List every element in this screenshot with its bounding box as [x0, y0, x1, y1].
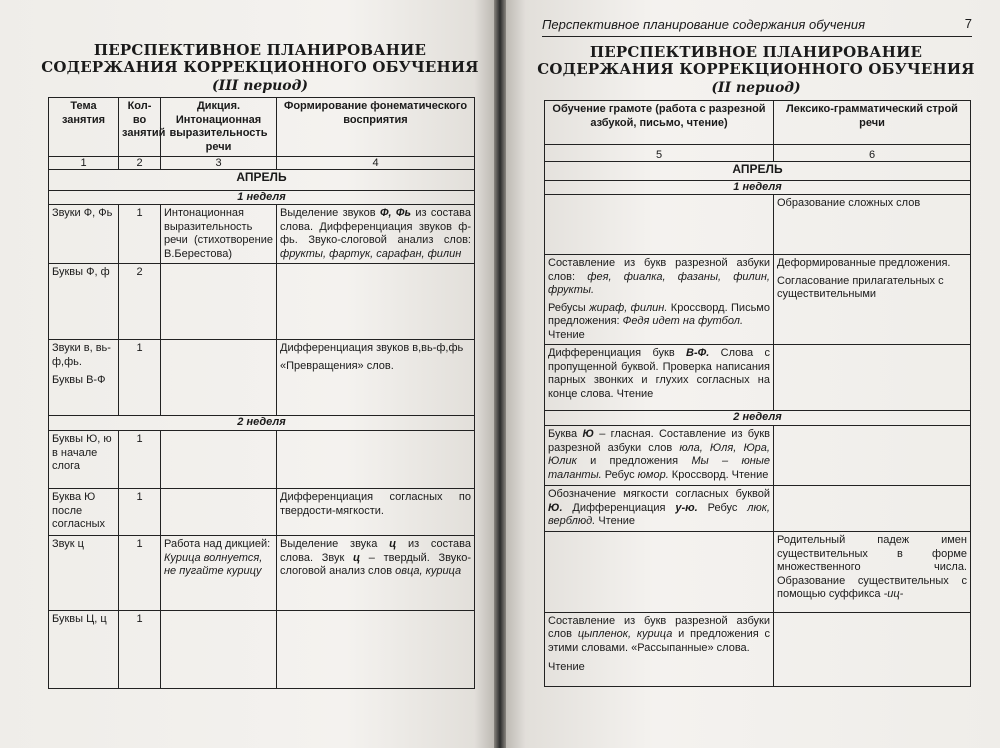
right-title-line1: ПЕРСПЕКТИВНОЕ ПЛАНИРОВАНИЕ [589, 43, 923, 61]
diction-cell [161, 264, 277, 340]
literacy-cell [545, 612, 774, 686]
lexical-cell [774, 426, 971, 486]
count-cell: 1 [119, 536, 161, 611]
phonemic-cell [277, 264, 475, 340]
table-row [545, 532, 971, 613]
topic-cell: Буква Ю после согласных [49, 489, 119, 536]
table-row [545, 486, 971, 532]
text-emph: Ю [582, 428, 594, 440]
topic-line: Буквы В-Ф [52, 374, 106, 386]
text: Работа над дикцией: [164, 538, 271, 550]
literacy-cell [545, 345, 774, 411]
text: Ребус [601, 468, 638, 481]
topic-cell: Звук ц [49, 536, 119, 611]
month-row [545, 162, 971, 181]
literacy-cell [545, 532, 774, 613]
week-row [49, 191, 475, 205]
column-number-row [49, 157, 475, 170]
topic-cell: Буквы Ю, ю в начале слога [49, 431, 119, 489]
literacy-cell [545, 426, 774, 486]
text: Составление из букв разрезной азбуки слов: [548, 257, 770, 283]
diction-cell [161, 431, 277, 489]
diction-cell [161, 536, 277, 611]
text: из состава слова. Дифференциация звуков ф-фь. Звуко-слоговой анализ слов: [280, 207, 471, 246]
right-title [536, 44, 976, 78]
text: Дифференциация звуков в,вь-ф,фь [280, 342, 464, 354]
text: Буква [548, 428, 583, 440]
text-emph: Мы – юные таланты. [548, 455, 770, 481]
text: «Превращения» слов. [280, 359, 394, 372]
text: Согласование прилагательных с существительными [777, 274, 944, 300]
column-number-row [545, 145, 971, 162]
table-row [49, 489, 475, 536]
text-emph: ц [389, 538, 397, 550]
text-emph: фея, фиалка, фазаны, филин, фрукты. [548, 270, 770, 296]
col-header-lexical: Лексико-грамматический строй речи [774, 101, 971, 145]
text: – гласная. Составление из букв разрезной азбуки слов [548, 428, 771, 454]
text-emph: жираф, филин. [589, 301, 668, 314]
lexical-cell [774, 612, 971, 686]
text-emph: юла, Юля, Юра, Юлик [548, 441, 770, 467]
text: и предложения с этими словами. «Рассыпанные» слова. [548, 628, 770, 654]
diction-cell: Интонационная выразительность речи (стихотворение В.Берестова) [161, 205, 277, 264]
count-cell: 1 [119, 340, 161, 416]
text-emph: -иц- [883, 588, 904, 600]
col-header-diction: Дикция. Интонационная выразительность речи [161, 98, 277, 157]
topic-cell [49, 340, 119, 416]
col-number: 6 [774, 145, 971, 162]
running-head-text: Перспективное планирование содержания обучения [542, 17, 866, 32]
text-emph: цыпленок, курица [577, 628, 673, 640]
text: Чтение [595, 515, 636, 527]
topic-cell: Звуки Ф, Фь [49, 205, 119, 264]
count-cell: 1 [119, 205, 161, 264]
phonemic-cell [277, 205, 475, 264]
lexical-cell [774, 255, 971, 345]
text: Чтение [548, 661, 585, 673]
left-title-line2: СОДЕРЖАНИЯ КОРРЕКЦИОННОГО ОБУЧЕНИЯ [41, 58, 479, 76]
lexical-cell [774, 486, 971, 532]
col-header-topic: Тема занятия [49, 98, 119, 157]
table-row [545, 345, 971, 411]
count-cell: 1 [119, 611, 161, 689]
col-number: 1 [49, 157, 119, 170]
text-emph: у-ю. [675, 501, 698, 514]
diction-cell [161, 611, 277, 689]
text-emph: Федя идет на футбол. [622, 315, 743, 327]
phonemic-cell [277, 340, 475, 416]
left-plan-table [48, 97, 475, 689]
table-row [545, 426, 971, 486]
page-number: 7 [964, 16, 972, 31]
topic-cell: Буквы Ц, ц [49, 611, 119, 689]
table-row [49, 431, 475, 489]
month-label: АПРЕЛЬ [49, 170, 475, 191]
topic-line: Звуки в, вь-ф,фь. [52, 342, 111, 368]
col-header-phonemic: Формирование фонематического восприятия [277, 98, 475, 157]
topic-cell: Буквы Ф, ф [49, 264, 119, 340]
month-label: АПРЕЛЬ [545, 162, 971, 181]
count-cell: 2 [119, 264, 161, 340]
week-label: 1 неделя [545, 181, 971, 195]
left-page [0, 0, 494, 748]
text: Кроссворд. Чтение [668, 468, 769, 481]
lexical-cell: Образование сложных слов [774, 195, 971, 255]
phonemic-cell [277, 611, 475, 689]
col-number: 2 [119, 157, 161, 170]
text-emph: люк, верблюд. [548, 501, 770, 527]
text-emph: овца, курица [395, 565, 462, 577]
table-row [49, 340, 475, 416]
text: Выделение звуков [280, 207, 380, 219]
lexical-cell [774, 532, 971, 613]
week-row [545, 411, 971, 426]
text-emph: Ю. [548, 501, 563, 514]
text: Чтение [548, 328, 585, 341]
text: Ребусы [548, 301, 590, 314]
week-row [49, 416, 475, 431]
text: Дифференциация [562, 501, 676, 514]
right-period: (II период) [711, 80, 801, 96]
phonemic-cell [277, 536, 475, 611]
col-header-literacy: Обучение грамоте (работа с разрезной азбукой, письмо, чтение) [545, 101, 774, 145]
text: из состава слова. Звук [280, 538, 471, 564]
text: Обозначение мягкости согласных буквой [548, 488, 770, 500]
table-row [545, 612, 971, 686]
book-gutter [494, 0, 506, 748]
right-title-line2: СОДЕРЖАНИЯ КОРРЕКЦИОННОГО ОБУЧЕНИЯ [537, 60, 975, 78]
literacy-cell [545, 255, 774, 345]
text-emph: В-Ф. [686, 347, 710, 359]
literacy-cell [545, 195, 774, 255]
right-page [506, 0, 1000, 748]
count-cell: 1 [119, 489, 161, 536]
left-period: (III период) [212, 78, 308, 94]
phonemic-cell: Дифференциация согласных по твердости-мягкости. [277, 489, 475, 536]
text: Деформированные предложения. [777, 257, 951, 269]
text: Составление из букв разрезной азбуки слов [548, 614, 770, 640]
text-emph: Курица волнуется, не пугайте курицу [164, 551, 263, 577]
text: – твердый. Звуко-слоговой анализ слов [280, 551, 471, 577]
table-row [49, 536, 475, 611]
text-emph: фрукты, фартук, сарафан, филин [280, 247, 462, 260]
header-row [545, 101, 971, 145]
diction-cell [161, 340, 277, 416]
week-row [545, 181, 971, 195]
text: Кроссворд. Письмо предложения: [548, 301, 770, 327]
table-row [545, 255, 971, 345]
table-row [49, 611, 475, 689]
text-emph: юмор. [637, 468, 669, 481]
right-plan-table [544, 100, 971, 687]
week-label: 1 неделя [49, 191, 475, 205]
text: Дифференциация букв [548, 347, 687, 359]
week-label: 2 неделя [49, 416, 475, 431]
count-cell: 1 [119, 431, 161, 489]
col-number: 5 [545, 145, 774, 162]
month-row [49, 170, 475, 191]
header-row [49, 98, 475, 157]
text-emph: Ф, Фь [379, 207, 412, 219]
week-label: 2 неделя [545, 411, 971, 426]
col-number: 3 [161, 157, 277, 170]
text: Родительный падеж имен существительных в форме множественного числа. Образование существительных с помощью суффикса [777, 534, 967, 600]
diction-cell [161, 489, 277, 536]
phonemic-cell [277, 431, 475, 489]
table-row [49, 264, 475, 340]
table-row [545, 195, 971, 255]
running-head [542, 16, 972, 37]
text: Ребус [697, 501, 748, 514]
lexical-cell [774, 345, 971, 411]
col-header-count: Кол-во занятий [119, 98, 161, 157]
text: и предложения [576, 455, 692, 467]
literacy-cell [545, 486, 774, 532]
text-emph: ц [352, 551, 361, 564]
col-number: 4 [277, 157, 475, 170]
left-title [40, 42, 480, 76]
table-row [49, 205, 475, 264]
text: Выделение звука [280, 538, 390, 550]
text: Слова с пропущенной буквой. Проверка написания парных звонких и глухих согласных на конце слова. Чтение [548, 347, 770, 400]
left-title-line1: ПЕРСПЕКТИВНОЕ ПЛАНИРОВАНИЕ [93, 41, 427, 59]
